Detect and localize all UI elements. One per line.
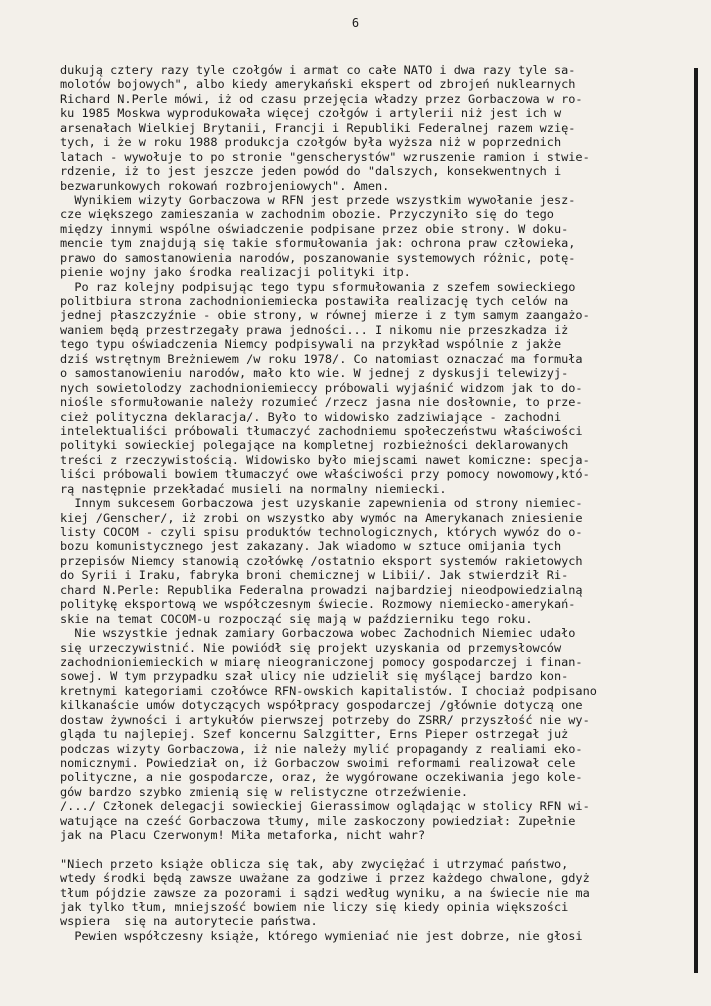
text-line: Nie wszystkie jednak zamiary Gorbaczowa wobec Zachodnich Niemiec udało <box>60 626 576 641</box>
text-line: bozu komunistycznego jest zakazany. Jak wiadomo w sztuce omijania tych <box>60 539 562 554</box>
text-line: Innym sukcesem Gorbaczowa jest uzyskanie zapewnienia od strony niemiec- <box>60 496 583 511</box>
text-line: kiej /Genscher/, iż zrobi on wszystko aby wymóc na Amerykanach zniesienie <box>60 510 583 525</box>
article-paragraphs <box>60 63 684 843</box>
text-line: jak na Placu Czerwonym! Miła metaforka, nicht wahr? <box>60 828 426 843</box>
text-line: watujące na cześć Gorbaczowa tłumy, mile zaskoczony powiedział: Zupełnie <box>60 813 576 828</box>
text-line: arsenałach Wielkiej Brytanii, Francji i Republiki Federalnej razem wzię- <box>60 120 576 135</box>
text-line: niośle sformułowanie należy rozumieć /rzecz jasna nie dosłownie, to prze- <box>60 395 583 410</box>
text-line: latach - wywołuje to po stronie "genscherystów" wzruszenie ramion i stwie- <box>60 149 590 164</box>
text-line: cze większego zamieszania w zachodnim obozie. Przyczyniło się do tego <box>60 207 554 222</box>
text-line: zachodnioniemieckich w miarę nieograniczonej pomocy gospodarczej i finan- <box>60 654 583 669</box>
text-line: nych sowietolodzy zachodnioniemieccy próbowali wyjaśnić widzom jak to do- <box>60 380 583 395</box>
text-line: tłum pójdzie zawsze za pozorami i sądzi według wyniku, a na świecie nie ma <box>60 885 590 900</box>
text-line: "Niech przeto książe oblicza się tak, aby zwyciężać i utrzymać państwo, <box>60 856 569 871</box>
text-line: liści próbowali bowiem tłumaczyć owe właściwości przy pomocy nowomowy,któ- <box>60 467 590 482</box>
text-line: jednej płaszczyźnie - obie strony, w równej mierze i z tym samym zaangażo- <box>60 308 590 323</box>
text-line: molotów bojowych", albo kiedy amerykański ekspert od zbrojeń nuklearnych <box>60 77 576 92</box>
text-line: sowej. W tym przypadku szał ulicy nie udzielił się myślącej bardzo kon- <box>60 669 569 684</box>
text-line: rdzenie, iż to jest jeszcze jeden powód do "dalszych, konsekwentnych i <box>60 164 562 179</box>
text-line: chard N.Perle: Republika Federalna prowadzi najbardziej nieodpowiedzialną <box>60 582 583 597</box>
article-body <box>60 63 684 943</box>
page-number: 6 <box>351 16 360 30</box>
text-line: między innymi wspólne oświadczenie podpisane przez obie strony. W doku- <box>60 221 569 236</box>
text-line: jak tylko tłum, mniejszość bowiem nie liczy się kiedy opinia większości <box>60 899 569 914</box>
text-line: cież polityczna deklaracja/. Było to widowisko zadziwiające - zachodni <box>60 409 562 424</box>
text-line: dziś wstrętnym Breżniewem /w roku 1978/. Co natomiast oznaczać ma formuła <box>60 351 583 366</box>
text-line: kretnymi kategoriami czołówce RFN-owskich kapitalistów. I chociaż podpisano <box>60 683 597 698</box>
text-line: polityki sowieckiej polegające na kompletnej rozbieżności deklarowanych <box>60 438 569 453</box>
text-line: polityczne, a nie gospodarcze, oraz, że wygórowane oczekiwania jego kole- <box>60 770 583 785</box>
text-line: Wynikiem wizyty Gorbaczowa w RFN jest przede wszystkim wywołanie jesz- <box>60 192 576 207</box>
text-line: o samostanowieniu narodów, mało kto wie. W jednej z dyskusji telewizyj- <box>60 366 569 381</box>
text-line: podczas wizyty Gorbaczowa, iż nie należy mylić propagandy z realiami eko- <box>60 741 583 756</box>
text-line: rą następnie przekładać musieli na normalny niemiecki. <box>60 481 447 496</box>
text-line: listy COCOM - czyli spisu produktów technologicznych, których wywóz do o- <box>60 525 583 539</box>
text-line: treści z rzeczywistością. Widowisko było miejscami nawet komiczne: specja- <box>60 452 590 467</box>
paragraph-gap <box>60 843 684 857</box>
text-line: tego typu oświadczenia Niemcy podpisywali na przykład wspólnie z jakże <box>60 337 562 352</box>
text-line: pienie wojny jako środka realizacji polityki itp. <box>60 265 411 280</box>
text-line: bezwarunkowych rokowań rozbrojeniowych". Amen. <box>60 178 390 193</box>
text-line: gląda tu najlepiej. Szef koncernu Salzgitter, Erns Pieper ostrzegał już <box>60 727 569 742</box>
text-line: tych, i że w roku 1988 produkcja czołgów była wyższa niż w poprzednich <box>60 135 562 150</box>
text-line: dostaw żywności i artykułów pierwszej potrzeby do ZSRR/ przyszłość nie wy- <box>60 712 590 727</box>
margin-rule <box>694 68 698 973</box>
text-line: ku 1985 Moskwa wyprodukowała więcej czołgów i artylerii niż jest ich w <box>60 106 562 121</box>
text-line: mencie tym znajdują się takie sformułowania jak: ochrona praw człowieka, <box>60 236 576 251</box>
text-line: /.../ Członek delegacji sowieckiej Gierassimow oglądając w stolicy RFN wi- <box>60 799 590 814</box>
text-line: do Syrii i Iraku, fabryka broni chemicznej w Libii/. Jak stwierdził Ri- <box>60 568 569 583</box>
text-line: prawo do samostanowienia narodów, poszanowanie systemowych różnic, potę- <box>60 250 576 265</box>
text-line: wtedy środki będą zawsze uważane za godziwe i przez każdego chwalone, gdyż <box>60 871 590 886</box>
text-line: nomicznymi. Powiedział on, iż Gorbaczow swoimi reformami realizował cele <box>60 756 576 770</box>
text-line: Richard N.Perle mówi, iż od czasu przejęcia władzy przez Gorbaczowa w ro- <box>60 91 583 106</box>
text-line: intelektualiści próbowali tłumaczyć zachodniemu społeczeństwu właściwości <box>60 423 583 438</box>
text-line: się urzeczywistnić. Nie powiódł się projekt uzyskania od przemysłowców <box>60 640 562 655</box>
text-line: Pewien współczesny książe, którego wymieniać nie jest dobrze, nie głosi <box>60 928 583 943</box>
text-line: waniem będą przestrzegały prawa jedności... I nikomu nie przeszkadza iż <box>60 322 569 337</box>
text-line: dukują cztery razy tyle czołgów i armat co całe NATO i dwa razy tyle sa- <box>60 63 576 77</box>
text-line: kilkanaście umów dotyczących współpracy gospodarczej /głównie dotyczą one <box>60 698 583 713</box>
text-line: wspiera się na autorytecie państwa. <box>60 914 318 929</box>
text-line: przepisów Niemcy stanowią czołówkę /ostatnio eksport systemów rakietowych <box>60 553 583 568</box>
text-line: skie na temat COCOM-u rozpocząć się mają w październiku tego roku. <box>60 611 533 626</box>
text-line: gów bardzo szybko zmienią się w relistyczne otrzeźwienie. <box>60 784 469 799</box>
text-line: politykę eksportową we współczesnym świecie. Rozmowy niemiecko-amerykań- <box>60 597 576 612</box>
text-line: Po raz kolejny podpisując tego typu sformułowania z szefem sowieckiego <box>60 279 576 294</box>
text-line: politbiura strona zachodnioniemiecka postawiła realizację tych celów na <box>60 294 569 308</box>
machiavelli-quote <box>60 857 684 944</box>
